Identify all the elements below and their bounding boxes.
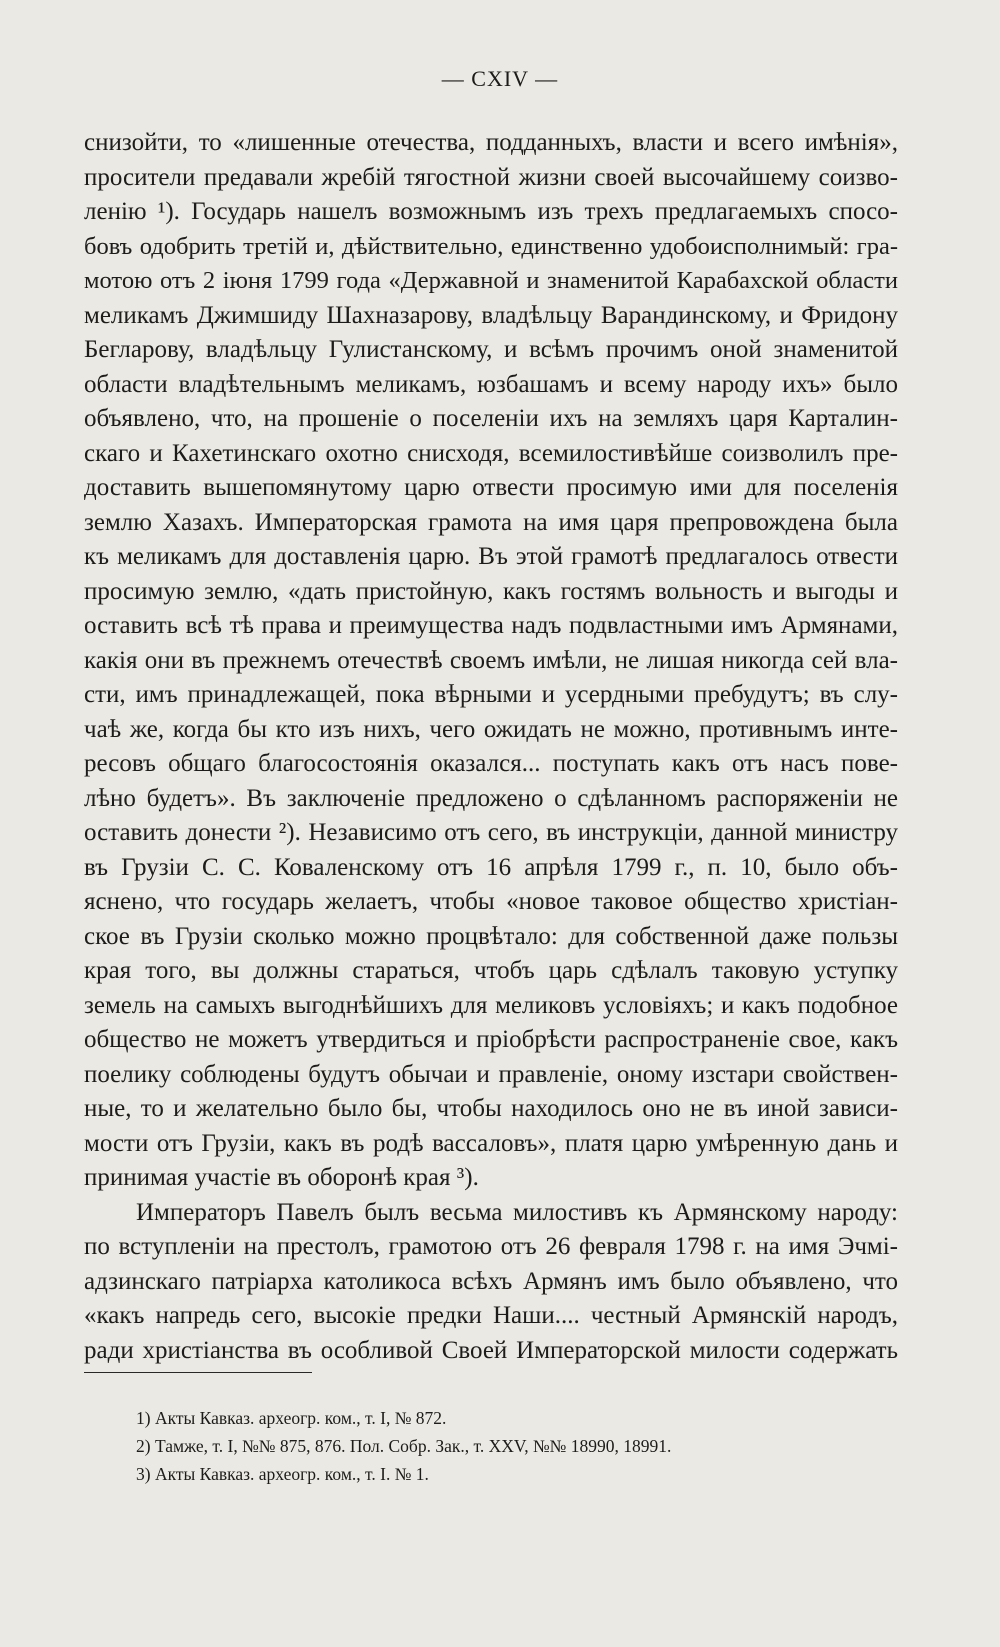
page-number-header: — CXIV — — [441, 66, 559, 91]
text-line: края того, вы должны стараться, чтобъ царь сдѣлалъ таковую уступку — [84, 957, 898, 984]
text-line: объявлено, что, на прошеніе о поселеніи ихъ на земляхъ царя Карталин- — [84, 405, 898, 432]
text-line: скаго и Кахетинскаго охотно снисходя, всемилостивѣйше соизволилъ пре- — [84, 439, 898, 467]
text-line: чаѣ же, когда бы кто изъ нихъ, чего ожидать не можно, противнымъ инте- — [84, 715, 898, 743]
text-line: просители предавали жребій тягостной жизни своей высочайшему соизво- — [84, 163, 898, 191]
text-line: Бегларову, владѣльцу Гулистанскому, и всѣмъ прочимъ оной знаменитой — [84, 336, 898, 363]
text-line: ради христіанства въ особливой Своей Императорской милости содержать — [84, 1336, 898, 1364]
footnote: 1) Акты Кавказ. археогр. ком., т. I, № 872. — [136, 1408, 447, 1428]
main-text — [84, 126, 898, 1368]
text-line: сти, имъ принадлежащей, пока вѣрными и усердными пребудутъ; въ слу- — [84, 681, 898, 708]
text-line: земель на самыхъ выгоднѣйшихъ для меликовъ условіяхъ; и какъ подобное — [84, 991, 898, 1019]
text-line: поелику соблюдены будутъ обычаи и правленіе, оному изстари свойствен- — [84, 1060, 898, 1088]
footnote-separator — [84, 1372, 312, 1373]
text-line: «какъ напредь сего, высокіе предки Наши.... честный Армянскій народъ, — [84, 1302, 898, 1329]
text-line: лѣно будетъ». Въ заключеніе предложено о сдѣланномъ распоряженіи не — [84, 784, 898, 812]
footnotes — [136, 1404, 896, 1488]
footnote: 3) Акты Кавказ. археогр. ком., т. I. № 1. — [136, 1464, 429, 1484]
text-line: просимую землю, «дать пристойную, какъ гостямъ вольность и выгоды и — [84, 577, 898, 605]
text-line: мости отъ Грузіи, какъ въ родѣ вассаловъ», платя царю умѣренную дань и — [84, 1129, 898, 1157]
text-line: оставить донести ²). Независимо отъ сего, въ инструкціи, данной министру — [84, 819, 898, 846]
text-line: къ меликамъ для доставленія царю. Въ этой грамотѣ предлагалось отвести — [84, 543, 898, 570]
text-line: ленію ¹). Государь нашелъ возможнымъ изъ трехъ предлагаемыхъ спосо- — [84, 198, 898, 225]
text-line: области владѣтельнымъ меликамъ, юзбашамъ и всему народу ихъ» было — [84, 370, 898, 398]
text-line: общество не можетъ утвердиться и пріобрѣсти распространеніе свое, какъ — [84, 1026, 898, 1053]
text-line: землю Хазахъ. Императорская грамота на имя царя препровождена была — [84, 508, 898, 536]
paragraph-first-line: Императоръ Павелъ былъ весьма милостивъ къ Армянскому народу: — [136, 1198, 898, 1226]
text-line: снизойти, то «лишенные отечества, подданныхъ, власти и всего имѣнія», — [84, 129, 898, 156]
text-line: меликамъ Джимшиду Шахназарову, владѣльцу Варандинскому, и Фридону — [84, 301, 898, 329]
footnote: 2) Тамже, т. I, №№ 875, 876. Пол. Собр. Зак., т. XXV, №№ 18990, 18991. — [136, 1436, 672, 1456]
text-line: принимая участіе въ оборонѣ края ³). — [84, 1164, 479, 1191]
text-line: мотою отъ 2 іюня 1799 года «Державной и знаменитой Карабахской области — [84, 267, 898, 294]
text-line: доставить вышепомянутому царю отвести просимую ими для поселенія — [84, 474, 898, 501]
text-line: ское въ Грузіи сколько можно процвѣтало: для собственной даже пользы — [84, 922, 898, 950]
text-line: ные, то и желательно было бы, чтобы находилось оно не въ иной зависи- — [84, 1095, 898, 1122]
text-line: яснено, что государь желаетъ, чтобы «новое таковое общество христіан- — [84, 888, 898, 915]
text-line: въ Грузіи С. С. Коваленскому отъ 16 апрѣля 1799 г., п. 10, было объ- — [84, 853, 898, 881]
text-line: оставить всѣ тѣ права и преимущества надъ подвластными имъ Армянами, — [84, 612, 898, 639]
text-line: ресовъ общаго благосостоянія оказался... поступать какъ отъ насъ пове- — [84, 750, 898, 777]
text-line: бовъ одобрить третій и, дѣйствительно, единственно удобоисполнимый: гра- — [84, 232, 898, 260]
text-line: адзинскаго патріарха католикоса всѣхъ Армянъ имъ было объявлено, что — [84, 1267, 898, 1295]
text-line: по вступленіи на престолъ, грамотою отъ 26 февраля 1798 г. на имя Эчмі- — [84, 1233, 898, 1260]
text-line: какія они въ прежнемъ отечествѣ своемъ имѣли, не лишая никогда сей вла- — [84, 646, 898, 674]
